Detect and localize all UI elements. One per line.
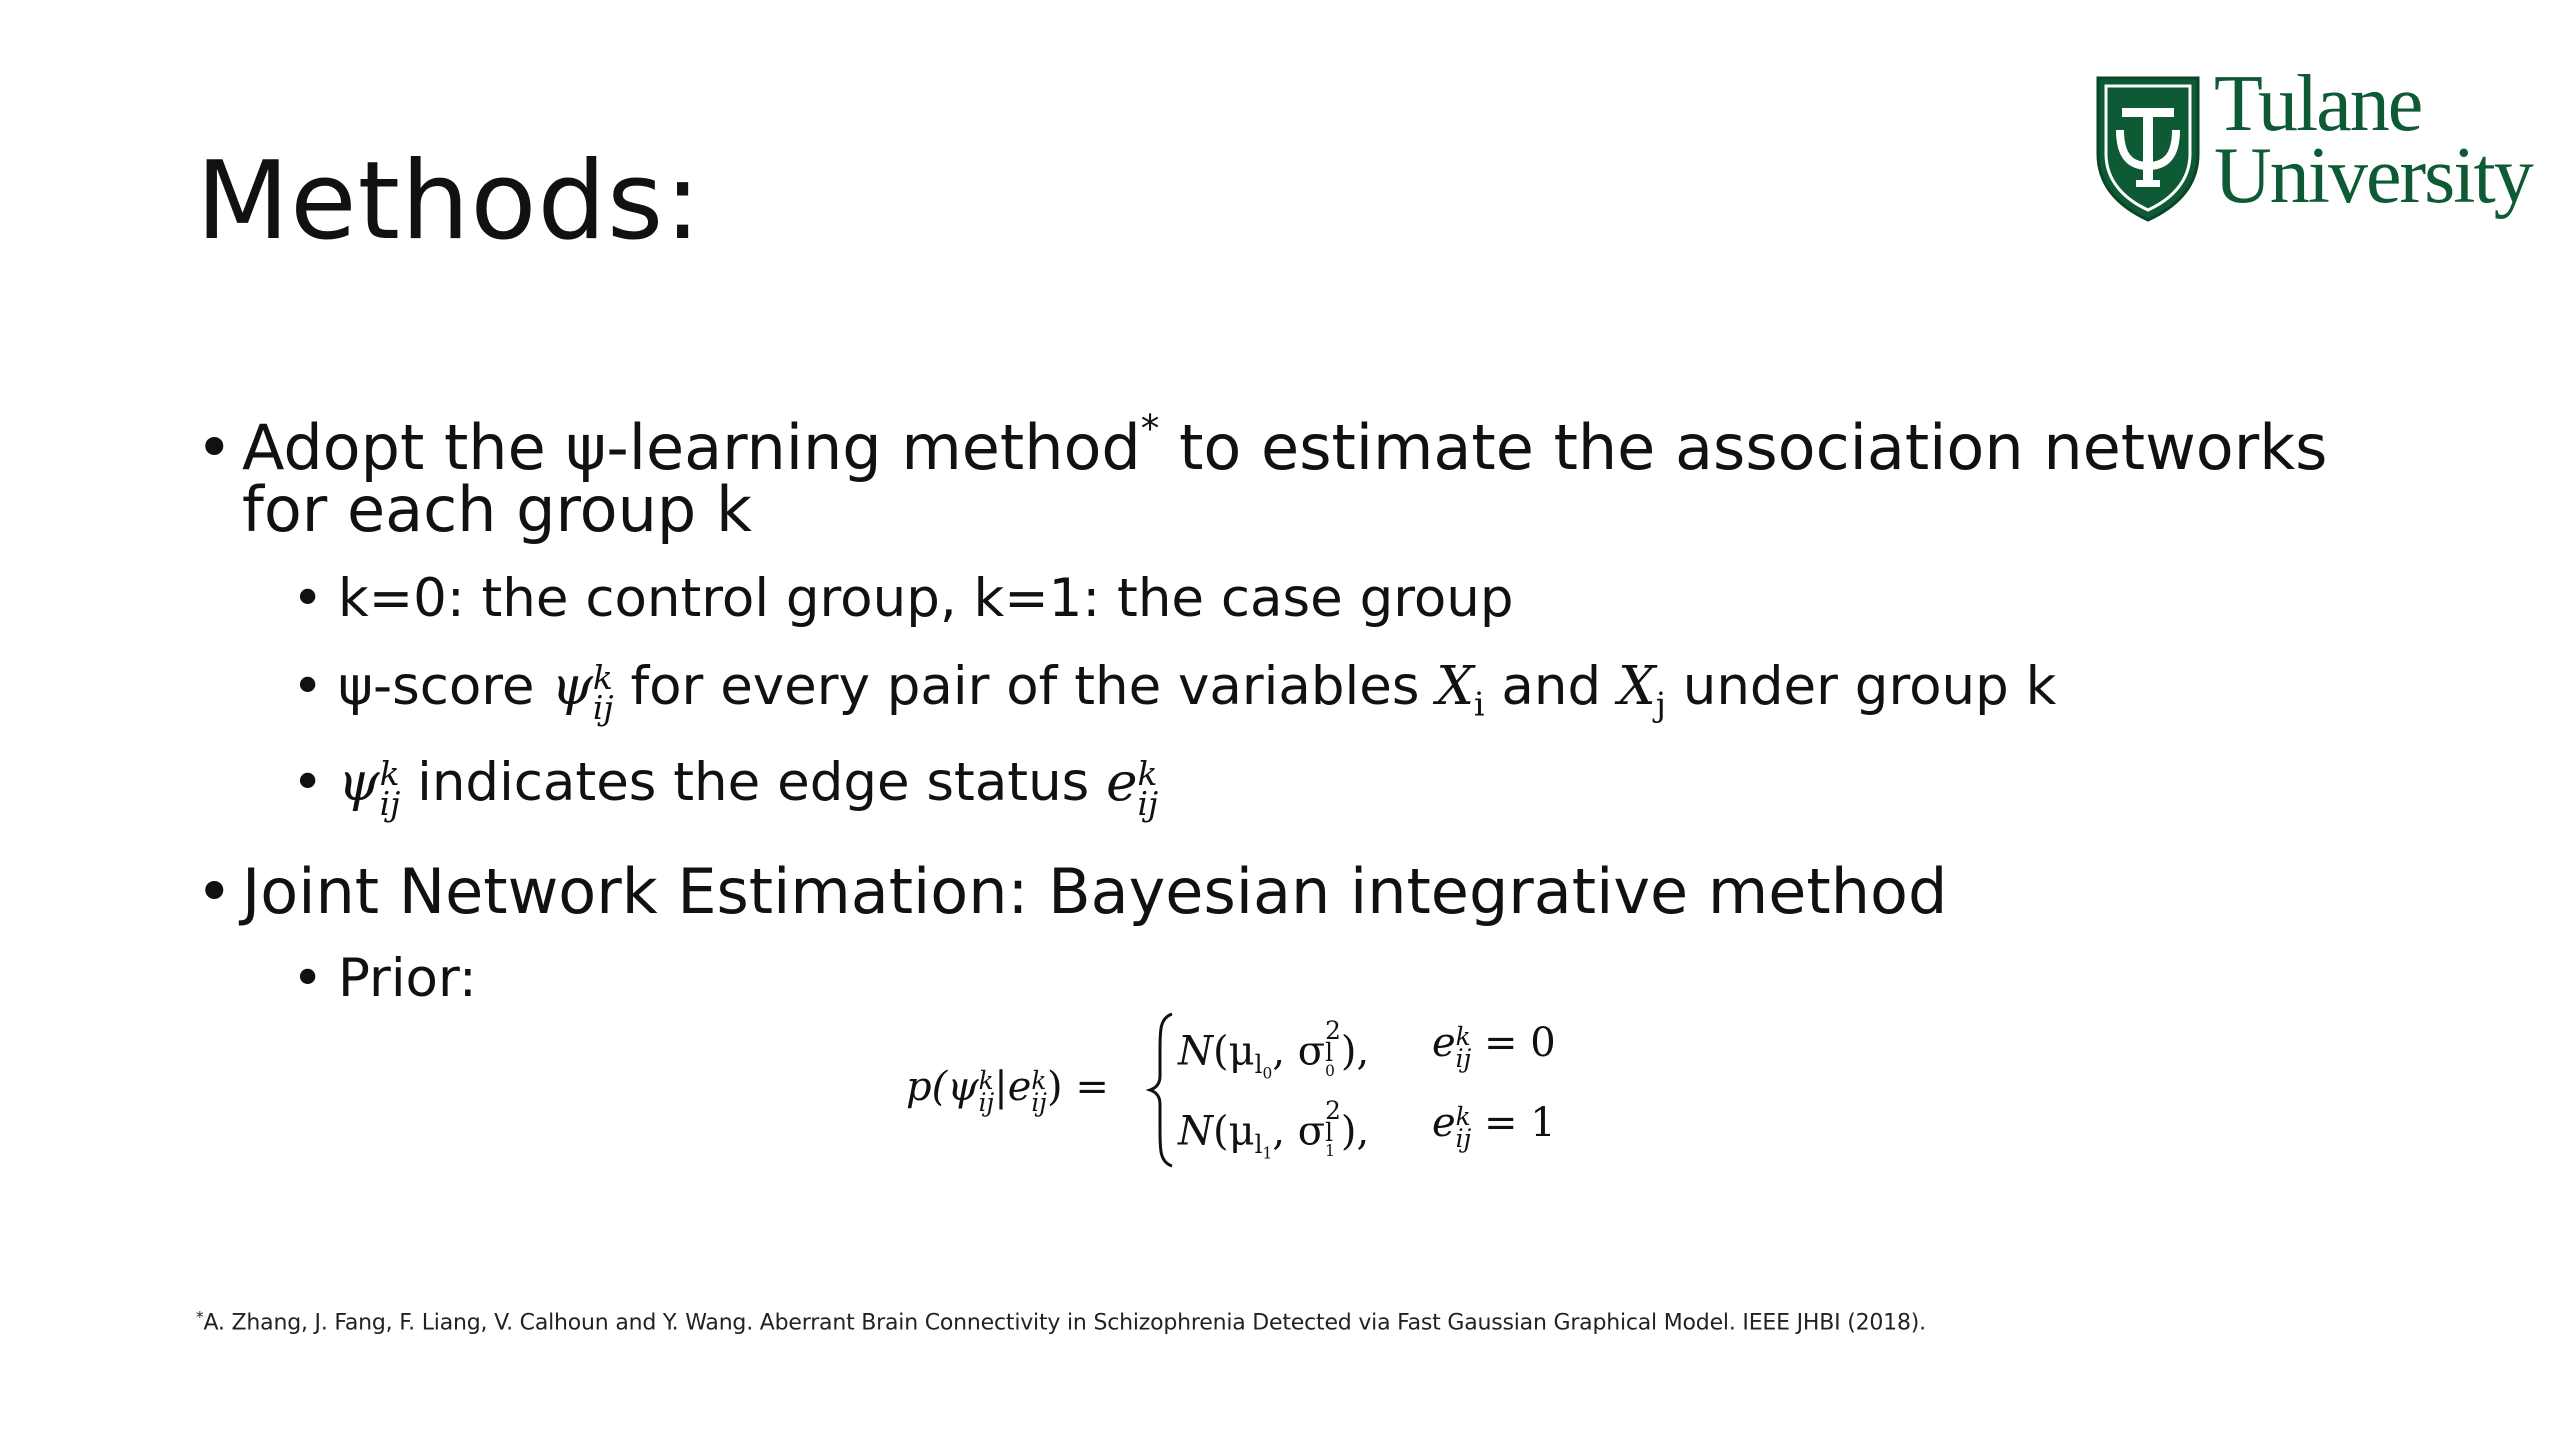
slide-title: Methods: <box>196 139 702 264</box>
cond-1-e-sup: k <box>1455 1101 1471 1131</box>
sub-bullet-2-and: and <box>1484 656 1618 717</box>
cond-1-e: e <box>1432 1100 1456 1146</box>
bullet-1-text-b: to estimate the association networks <box>1159 410 2328 484</box>
bullet-marker: • <box>196 410 233 484</box>
case-1-close: ), <box>1340 1108 1370 1155</box>
case-1-sigma: , σ <box>1272 1108 1326 1155</box>
sub-bullet-2-suffix: under group k <box>1665 656 2057 717</box>
formula-psi: ψ <box>947 1064 979 1110</box>
cond-1-e-sub: ij <box>1455 1124 1472 1154</box>
formula-e-indices <box>1031 1065 1047 1118</box>
sub-bullet-marker: • <box>292 656 324 717</box>
case-1-mu-sub-l: l <box>1254 1130 1263 1160</box>
case-1-sigma-sub-1: 1 <box>1325 1141 1335 1160</box>
sub-bullet-1-text: k=0: the control group, k=1: the case group <box>338 568 1514 629</box>
psi-sub: ij <box>379 783 401 823</box>
case-0-mu: (μ <box>1213 1028 1255 1075</box>
formula-e-sup: k <box>1031 1065 1047 1095</box>
formula-e: e <box>1007 1064 1032 1110</box>
cond-0-e: e <box>1432 1020 1456 1066</box>
sub-bullet-prior <box>292 944 477 1014</box>
psi-sub: ij <box>592 687 614 727</box>
left-brace-icon <box>1146 1010 1176 1170</box>
psi-symbol: ψ <box>338 752 380 813</box>
x-sub-j: j <box>1655 684 1666 724</box>
logo-line-1: Tulane <box>2214 60 2422 148</box>
x-sub-i: i <box>1474 684 1485 724</box>
case-0-sigma-sup: 2 <box>1325 1016 1341 1045</box>
sub-bullet-marker: • <box>292 752 324 813</box>
sub-bullet-1 <box>292 564 1514 634</box>
case-0-mu-sub <box>1254 1050 1273 1083</box>
case-0-mu-sub-l: l <box>1254 1050 1263 1080</box>
footnote-marker: * <box>1140 406 1160 450</box>
e-symbol: e <box>1106 752 1138 813</box>
case-0-sigma-indices <box>1325 1016 1341 1080</box>
case-1-mu-sub-1: 1 <box>1262 1144 1273 1163</box>
bullet-1-text-a: Adopt the ψ-learning method <box>242 410 1141 484</box>
e-indices <box>1137 754 1159 823</box>
case-0-N: N <box>1178 1028 1213 1075</box>
psi-indices <box>592 658 614 727</box>
cond-0-e-indices <box>1455 1021 1472 1074</box>
bullet-2 <box>196 852 1947 932</box>
footnote <box>196 1308 1926 1336</box>
psi-sup: k <box>592 658 613 698</box>
cond-1-e-indices <box>1455 1101 1472 1154</box>
case-1-N: N <box>1178 1108 1213 1155</box>
formula-psi-sub: ij <box>978 1088 995 1118</box>
cond-1-value: = 1 <box>1471 1100 1556 1146</box>
case-1-sigma-indices <box>1325 1096 1341 1160</box>
sub-bullet-2 <box>292 652 2056 740</box>
prior-label: Prior: <box>338 948 477 1009</box>
cond-0-value: = 0 <box>1471 1020 1556 1066</box>
bullet-2-text: Joint Network Estimation: Bayesian integrative method <box>242 855 1948 928</box>
footnote-text: A. Zhang, J. Fang, F. Liang, V. Calhoun and Y. Wang. Aberrant Brain Connectivity in Schizophrenia Detected via Fast Gaussian Graphical Model. IEEE JHBI (2018). <box>203 1310 1926 1336</box>
case-0-sigma-sub <box>1325 1038 1341 1080</box>
case-0-close: ), <box>1340 1028 1370 1075</box>
formula-case-0 <box>1178 1016 1370 1083</box>
formula-lhs <box>906 1064 1109 1118</box>
case-0-sigma-sub-l: l <box>1325 1038 1333 1068</box>
case-1-mu-sub <box>1254 1130 1273 1163</box>
case-0-sigma-sub-0: 0 <box>1325 1061 1335 1080</box>
formula-p: p( <box>906 1064 948 1110</box>
formula-psi-indices <box>978 1065 995 1118</box>
sub-bullet-2-mid: for every pair of the variables <box>613 656 1437 717</box>
case-0-sigma: , σ <box>1272 1028 1326 1075</box>
bullet-1-line-2: for each group k <box>242 473 752 546</box>
cond-0-e-sub: ij <box>1455 1044 1472 1074</box>
e-sup: k <box>1137 754 1158 794</box>
x-symbol-j: X <box>1617 656 1656 717</box>
logo-text <box>2214 60 2532 220</box>
case-1-sigma-sub-l: l <box>1325 1118 1333 1148</box>
psi-sup: k <box>379 754 400 794</box>
psi-indices <box>379 754 401 823</box>
formula-cond-0 <box>1432 1020 1556 1074</box>
tulane-shield-icon <box>2096 74 2200 222</box>
prior-formula <box>906 1010 1626 1170</box>
formula-case-1 <box>1178 1096 1370 1163</box>
formula-e-sub: ij <box>1031 1088 1047 1118</box>
sub-bullet-marker: • <box>292 948 324 1009</box>
bullet-marker: • <box>196 855 233 928</box>
sub-bullet-3 <box>292 748 1159 823</box>
formula-cond-1 <box>1432 1100 1556 1154</box>
logo-line-2: University <box>2214 132 2532 220</box>
x-symbol-i: X <box>1436 656 1475 717</box>
tulane-logo <box>2096 60 2560 234</box>
case-0-mu-sub-0: 0 <box>1262 1064 1273 1083</box>
formula-bar: | <box>994 1064 1008 1110</box>
e-sub: ij <box>1137 783 1159 823</box>
psi-symbol: ψ <box>551 656 593 717</box>
case-1-mu: (μ <box>1213 1108 1255 1155</box>
sub-bullet-marker: • <box>292 568 324 629</box>
psi-score-prefix: ψ-score <box>338 656 552 717</box>
formula-equals: ) = <box>1047 1064 1109 1110</box>
formula-psi-sup: k <box>978 1065 994 1095</box>
footnote-star: * <box>196 1308 204 1326</box>
sub-bullet-3-mid: indicates the edge status <box>400 752 1107 813</box>
case-1-sigma-sub <box>1325 1118 1341 1160</box>
case-1-sigma-sup: 2 <box>1325 1096 1341 1125</box>
cond-0-e-sup: k <box>1455 1021 1471 1051</box>
